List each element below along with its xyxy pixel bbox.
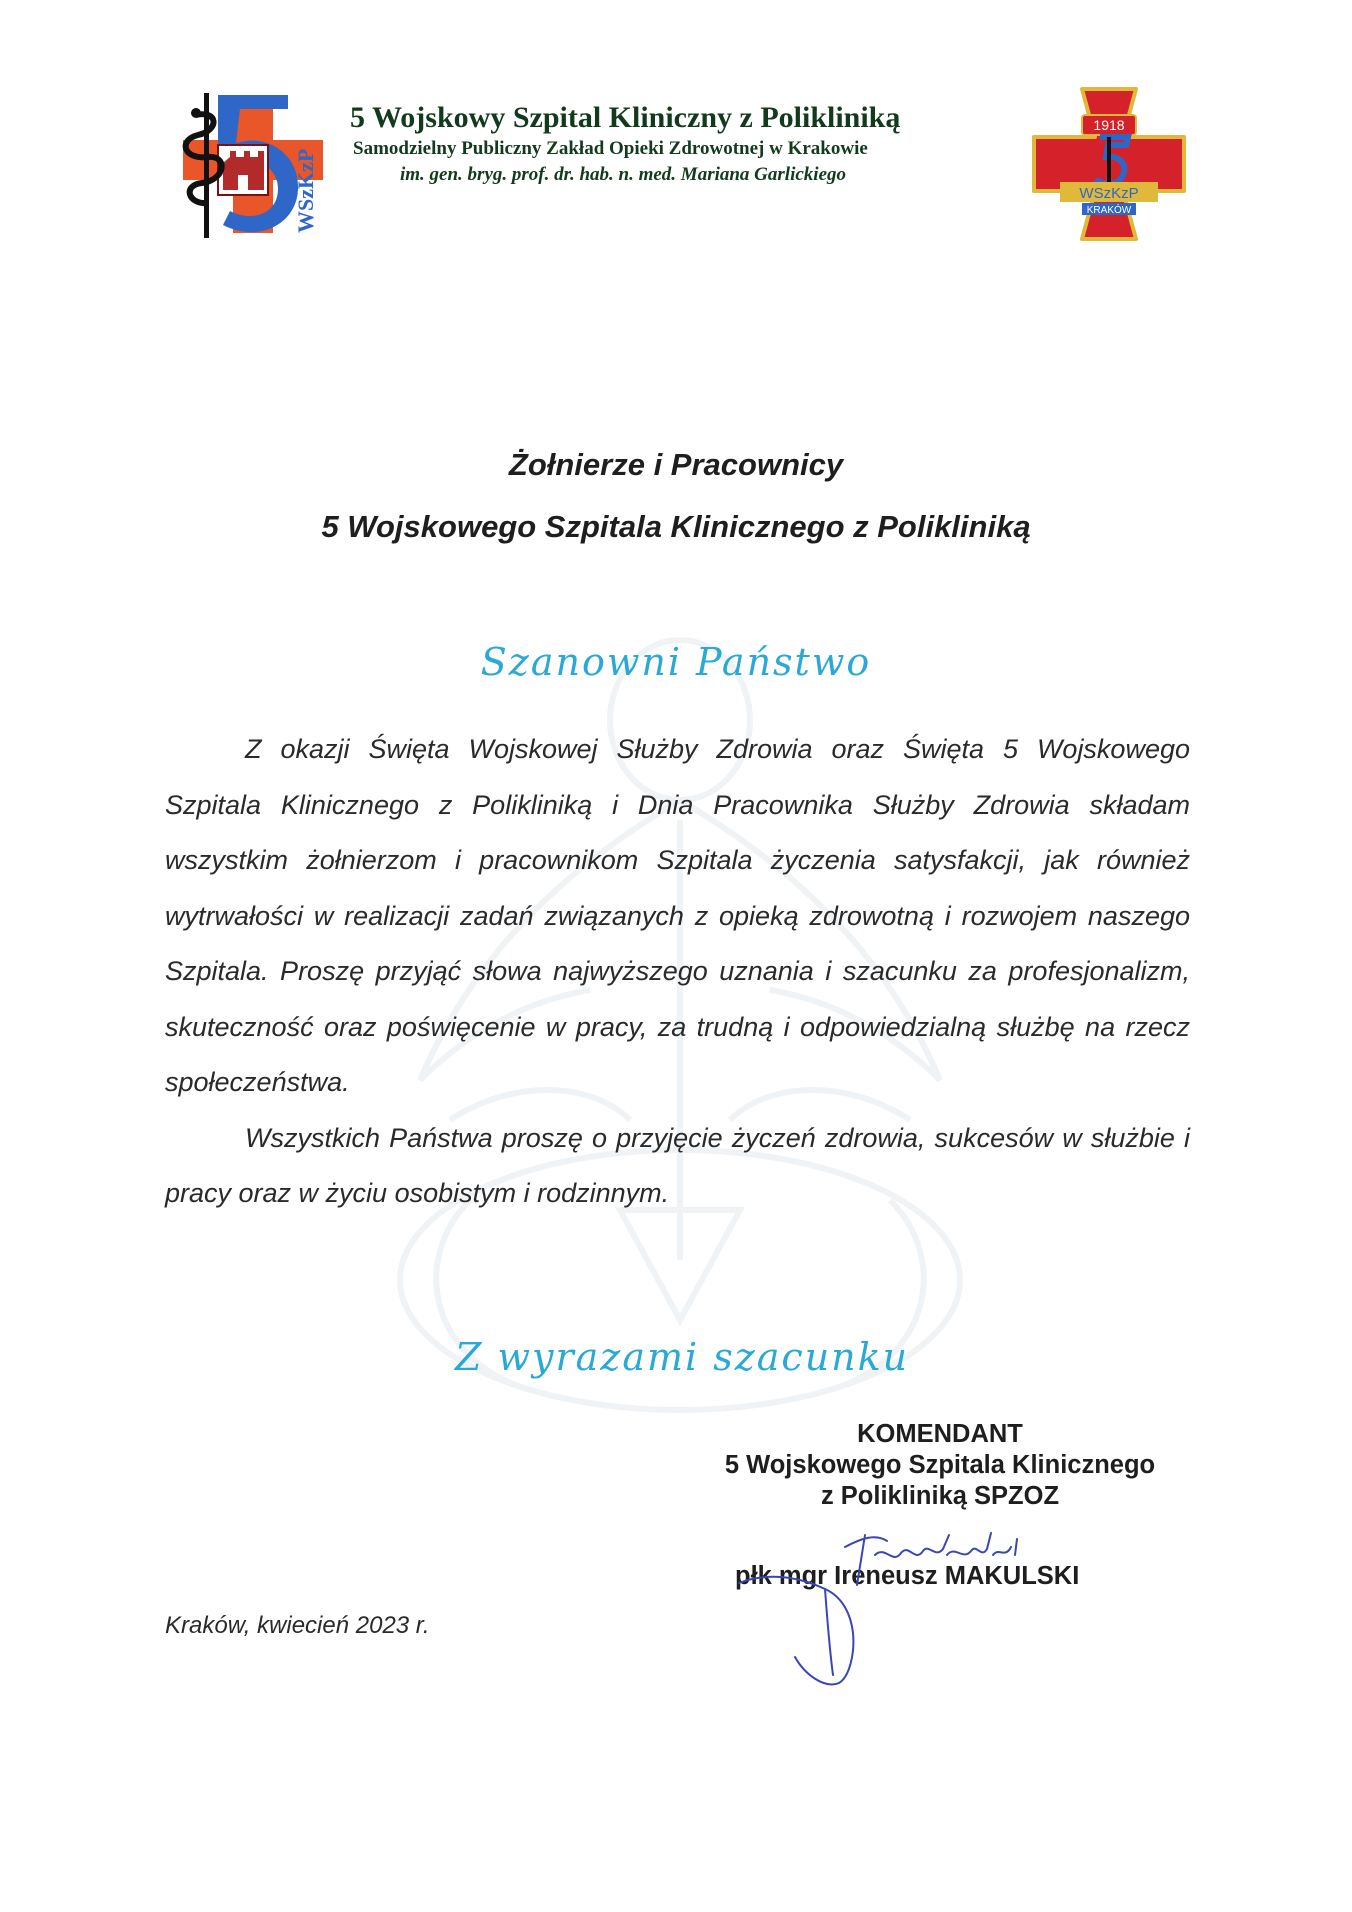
svg-text:WSzKzP: WSzKzP [1079,185,1139,202]
closing-phrase: Z wyrazami szacunku [455,1335,910,1379]
letter-body [165,722,1190,1222]
body-paragraph-1: Z okazji Święta Wojskowej Służby Zdrowia oraz Święta 5 Wojskowego Szpitala Klinicznego z Polikliniką i Dnia Pracownika Służby Zdrowia składam wszystkim żołnierzom i pracownikom Szpitala życzenia satysfakcji, jak również wytrwałości w realizacji zadań związanych z opieką zdrowotną i rozwojem naszego Szpitala. Proszę przyjąć słowa najwyższego uznania i szacunku za profesjonalizm, skuteczność oraz poświęcenie w pracy, za trudną i odpowiedzialną służbę na rzecz społeczeństwa. [165,734,1190,1097]
handwritten-signature [725,1525,1045,1695]
signatory-unit-line-2: z Polikliniką SPZOZ [820,1482,1060,1510]
svg-text:KRAKÓW: KRAKÓW [1086,205,1132,216]
letterhead [345,100,1025,188]
svg-text:1918: 1918 [1093,117,1125,133]
body-paragraph-2: Wszystkich Państwa proszę o przyjęcie życzeń zdrowia, sukcesów w służbie i pracy oraz w życiu osobistym i rodzinnym. [165,1122,1190,1208]
address-line-2: 5 Wojskowego Szpitala Klinicznego z Polikliniką [321,509,1031,544]
greeting: Szanowni Państwo [480,640,872,684]
place-date: Kraków, kwiecień 2023 r. [165,1612,430,1639]
institution-name: 5 Wojskowy Szpital Kliniczny z Polikliniką [350,101,901,134]
signatory-name: płk mgr Ireneusz MAKULSKI [735,1562,1080,1590]
signatory-unit-line-1: 5 Wojskowego Szpitala Klinicznego [724,1451,1156,1479]
hospital-logo-left [178,85,328,243]
address-line-1: Żołnierze i Pracownicy [508,447,844,482]
military-cross-logo [1030,85,1188,243]
institution-subtitle: Samodzielny Publiczny Zakład Opieki Zdrowotnej w Krakowie [353,138,868,159]
signatory-title: KOMENDANT [857,1420,1023,1448]
institution-patron: im. gen. bryg. prof. dr. hab. n. med. Mariana Garlickiego [400,164,846,185]
svg-text:WSzKzP: WSzKzP [293,148,318,233]
